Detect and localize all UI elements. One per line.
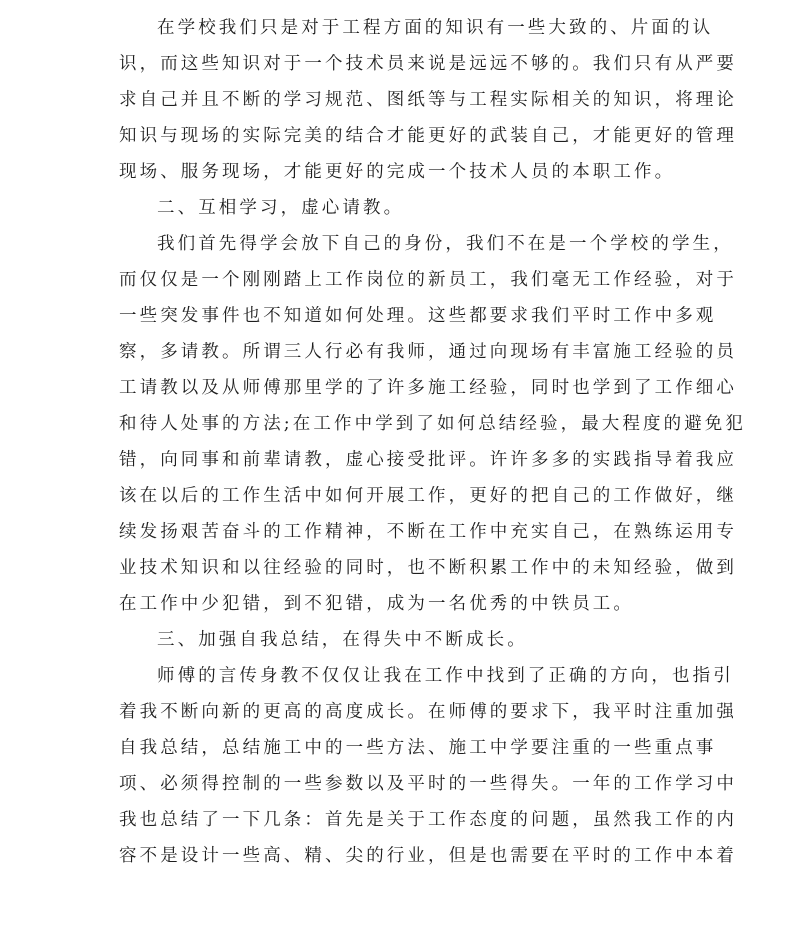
text-line: 求自己并且不断的学习规范、图纸等与工程实际相关的知识，将理论 [119,90,737,110]
text-line: 该在以后的工作生活中如何开展工作，更好的把自己的工作做好，继 [119,486,737,506]
text-line: 一些突发事件也不知道如何处理。这些都要求我们平时工作中多观 [119,306,717,326]
text-line: 续发扬艰苦奋斗的工作精神，不断在工作中充实自己，在熟练运用专 [119,522,737,542]
text-line: 识，而这些知识对于一个技术员来说是远远不够的。我们只有从严要 [119,54,737,74]
text-line: 自我总结，总结施工中的一些方法、施工中学要注重的一些重点事 [119,738,717,758]
text-line: 现场、服务现场，才能更好的完成一个技术人员的本职工作。 [119,162,676,182]
text-line: 在工作中少犯错，到不犯错，成为一名优秀的中铁员工。 [119,594,634,614]
text-line: 和待人处事的方法;在工作中学到了如何总结经验，最大程度的避免犯 [119,414,746,434]
text-line: 我也总结了一下几条：首先是关于工作态度的问题，虽然我工作的内 [119,810,737,830]
text-line: 知识与现场的实际完美的结合才能更好的武装自己，才能更好的管理 [119,126,737,146]
text-line: 业技术知识和以往经验的同时，也不断积累工作中的未知经验，做到 [119,558,737,578]
section-heading: 二、互相学习，虚心请教。 [157,198,405,218]
text-line: 容不是设计一些高、精、尖的行业，但是也需要在平时的工作中本着 [119,846,737,866]
text-line: 错，向同事和前辈请教，虚心接受批评。许许多多的实践指导着我应 [119,450,737,470]
section-heading: 三、加强自我总结，在得失中不断成长。 [157,630,528,650]
text-line: 师傅的言传身教不仅仅让我在工作中找到了正确的方向，也指引 [157,666,734,686]
text-line: 而仅仅是一个刚刚踏上工作岗位的新员工，我们毫无工作经验，对于 [119,270,737,290]
text-line: 项、必须得控制的一些参数以及平时的一些得失。一年的工作学习中 [119,774,737,794]
text-line: 察，多请教。所谓三人行必有我师，通过向现场有丰富施工经验的员 [119,342,737,362]
text-line: 我们首先得学会放下自己的身份，我们不在是一个学校的学生， [157,234,734,254]
text-line: 着我不断向新的更高的高度成长。在师傅的要求下，我平时注重加强 [119,702,737,722]
text-line: 工请教以及从师傅那里学的了许多施工经验，同时也学到了工作细心 [119,378,737,398]
text-line: 在学校我们只是对于工程方面的知识有一些大致的、片面的认 [157,18,714,38]
